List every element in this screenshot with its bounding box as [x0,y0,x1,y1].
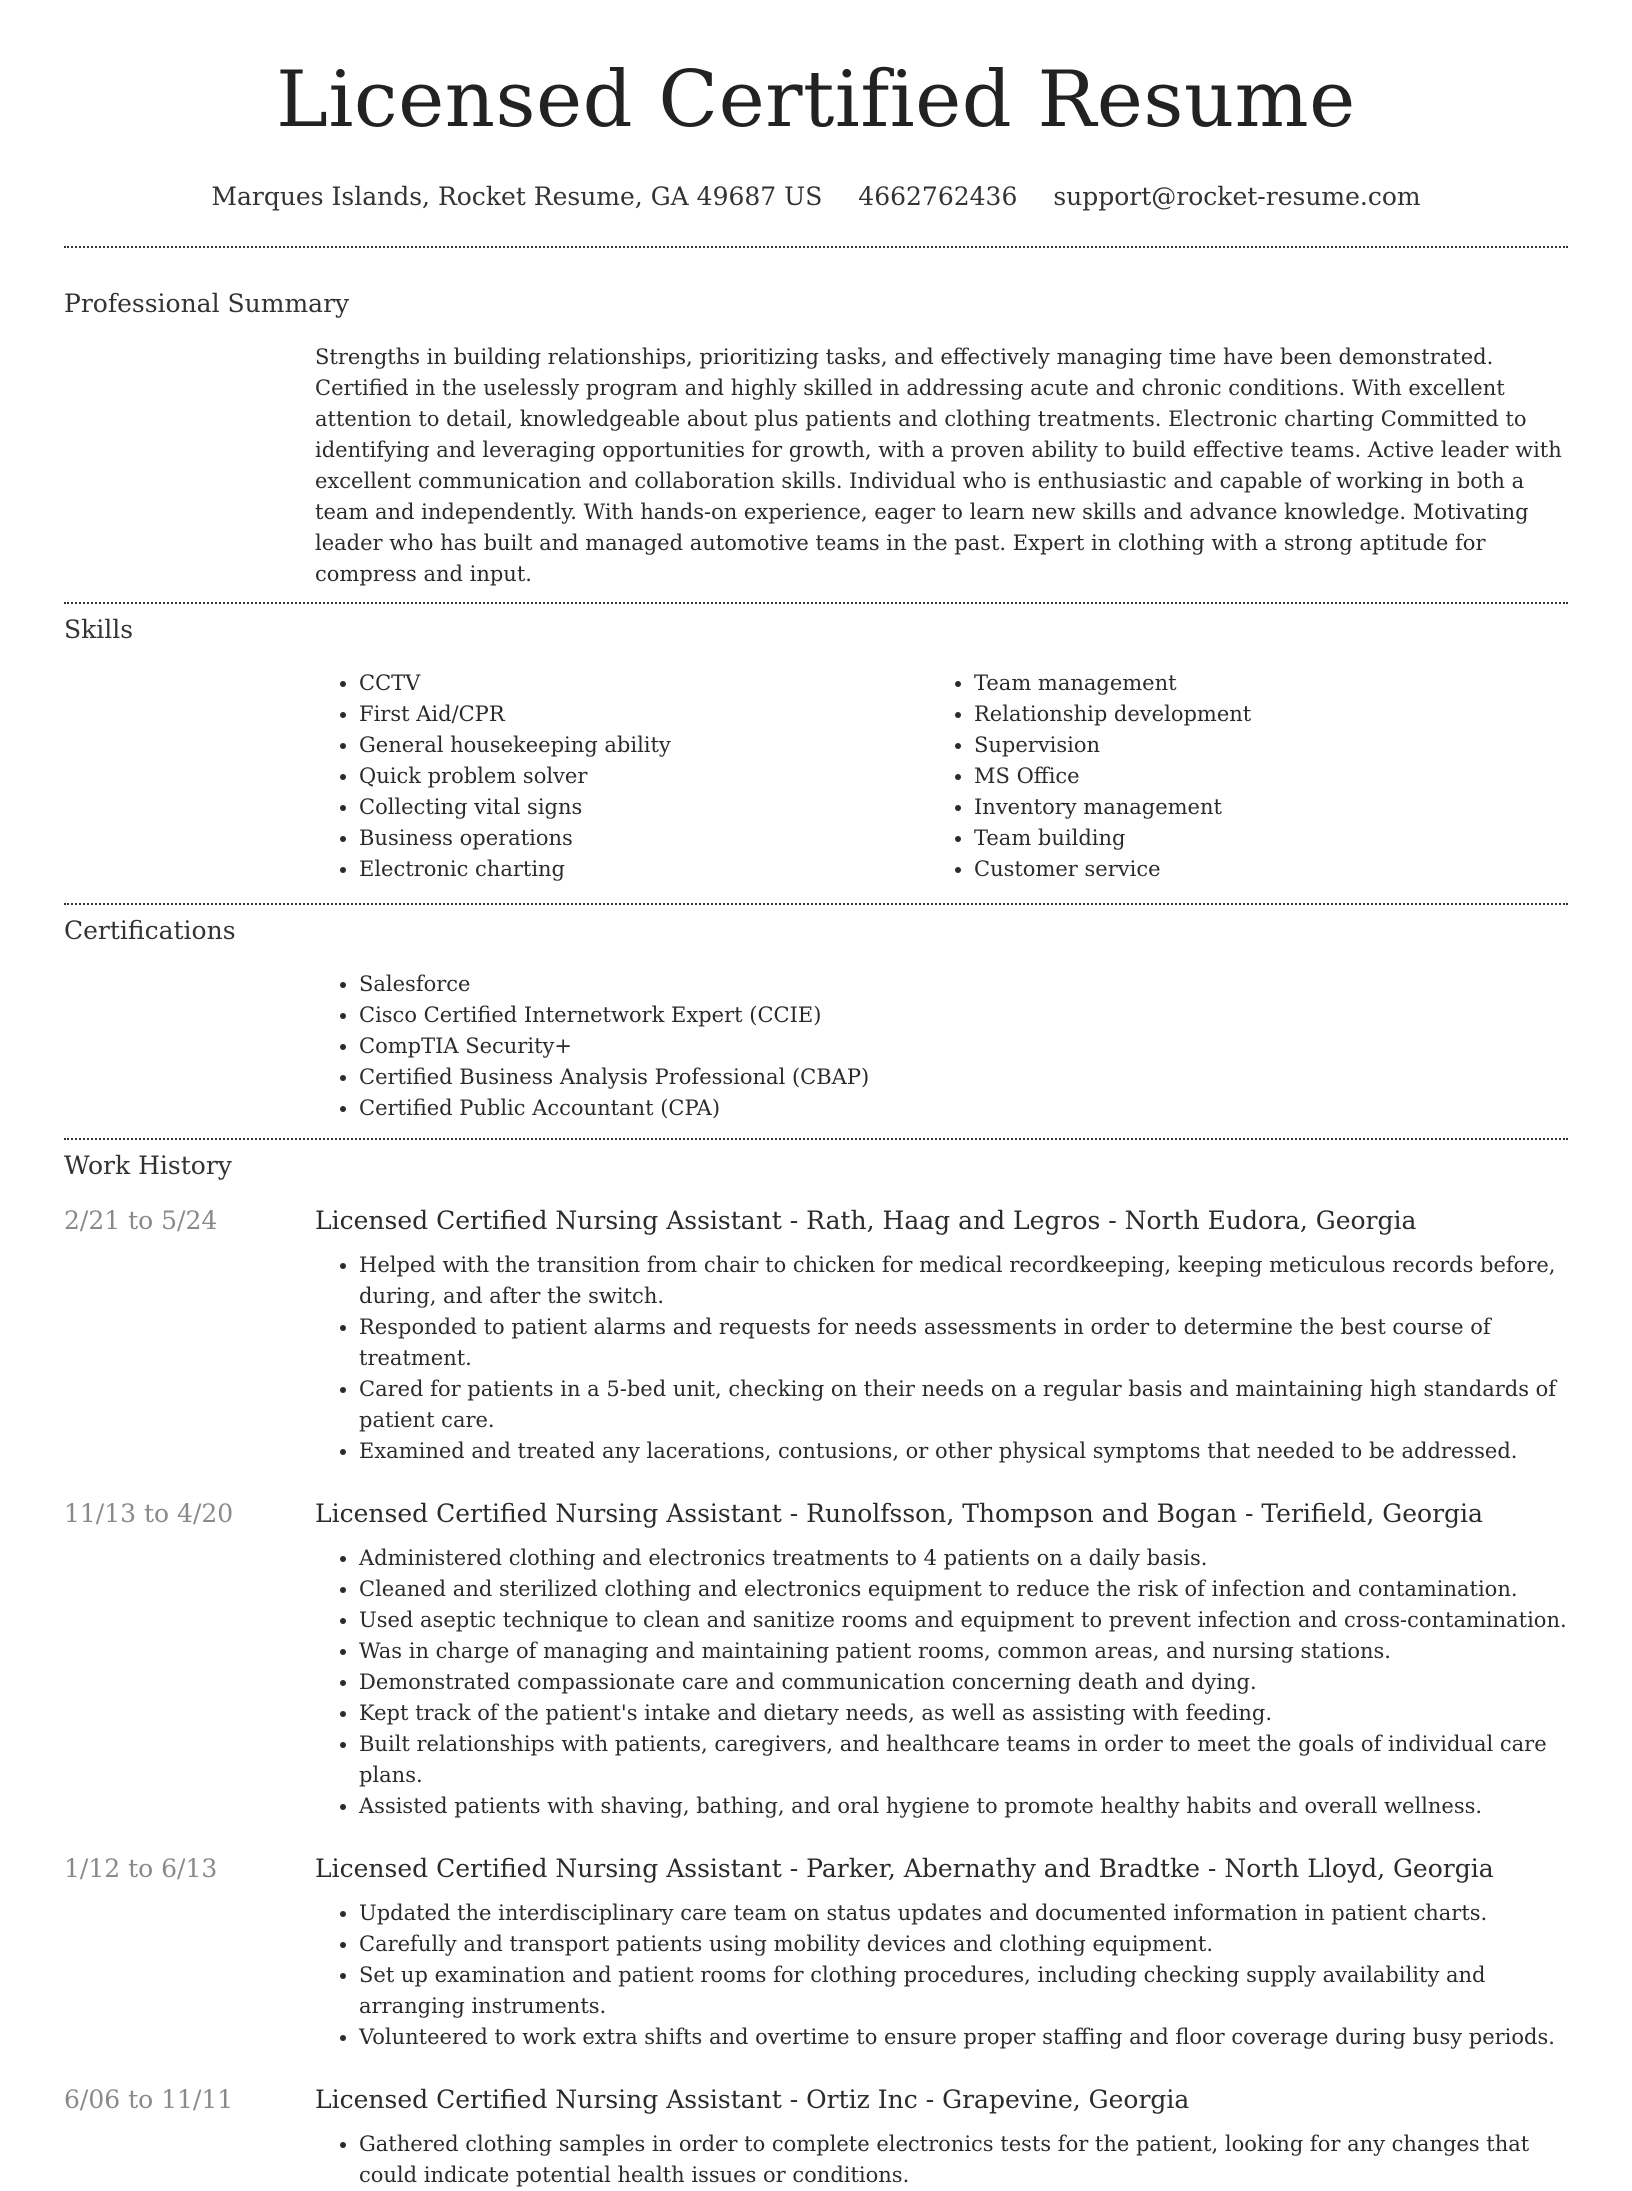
job-bullet: • Cleaned and sterilized clothing and electronics equipment to reduce the risk of infection and contamination. [359,1574,1568,1605]
skill-item: • Customer service [974,854,1545,885]
job-bullet: • Built relationships with patients, caregivers, and healthcare teams in order to meet the goals of individual care plans. [359,1729,1568,1791]
work-history-section [64,1140,1568,2191]
skill-item: • MS Office [974,761,1545,792]
job-date: 1/12 to 6/13 [64,1854,218,1883]
skill-item: • Electronic charting [359,854,930,885]
certification-item: • CompTIA Security+ [359,1031,1568,1062]
job-bullet: • Cared for patients in a 5-bed unit, checking on their needs on a regular basis and maintaining high standards of patient care. [359,1374,1568,1436]
job-bullet: • Carefully and transport patients using mobility devices and clothing equipment. [359,1929,1568,1960]
job-title: Licensed Certified Nursing Assistant - Runolfsson, Thompson and Bogan - Terifield, Georgia [315,1499,1483,1528]
skill-item: • CCTV [359,668,930,699]
resume-page [64,0,1568,2191]
summary-section [64,248,1568,602]
skills-column-right [930,668,1545,885]
job-date: 6/06 to 11/11 [64,2085,234,2114]
job-entry [64,2083,1568,2191]
job-bullet: • Kept track of the patient's intake and dietary needs, as well as assisting with feeding. [359,1698,1568,1729]
job-bullet: • Assisted patients with shaving, bathing, and oral hygiene to promote healthy habits and overall wellness. [359,1791,1568,1822]
contact-line [64,180,1568,214]
skill-item: • Inventory management [974,792,1545,823]
job-entry [64,1852,1568,2053]
skill-item: • Supervision [974,730,1545,761]
certifications-section [64,905,1568,1138]
job-bullet: • Gathered clothing samples in order to complete electronics tests for the patient, looking for any changes that could indicate potential health issues or conditions. [359,2129,1568,2191]
contact-address: Marques Islands, Rocket Resume, GA 49687 US [211,182,823,211]
skills-section [64,604,1568,903]
job-bullet: • Demonstrated compassionate care and communication concerning death and dying. [359,1667,1568,1698]
job-bullet: • Responded to patient alarms and requests for needs assessments in order to determine the best course of treatment. [359,1312,1568,1374]
work-history-heading: Work History [64,1151,232,1180]
certifications-heading: Certifications [64,916,236,945]
job-bullet: • Administered clothing and electronics treatments to 4 patients on a daily basis. [359,1543,1568,1574]
job-entry [64,1204,1568,1467]
skill-item: • Collecting vital signs [359,792,930,823]
skill-item: • General housekeeping ability [359,730,930,761]
summary-heading: Professional Summary [64,289,350,318]
skill-item: • Quick problem solver [359,761,930,792]
skill-item: • Team management [974,668,1545,699]
job-title: Licensed Certified Nursing Assistant - Ortiz Inc - Grapevine, Georgia [315,2085,1190,2114]
job-bullet: • Helped with the transition from chair to chicken for medical recordkeeping, keeping meticulous records before, during, and after the switch. [359,1250,1568,1312]
job-bullet: • Was in charge of managing and maintaining patient rooms, common areas, and nursing stations. [359,1636,1568,1667]
contact-phone: 4662762436 [858,182,1018,211]
skill-item: • Relationship development [974,699,1545,730]
job-bullet: • Volunteered to work extra shifts and overtime to ensure proper staffing and floor coverage during busy periods. [359,2022,1568,2053]
resume-name: Licensed Certified Resume [276,55,1356,145]
job-title: Licensed Certified Nursing Assistant - Parker, Abernathy and Bradtke - North Lloyd, Georgia [315,1854,1494,1883]
skills-heading: Skills [64,615,134,644]
skill-item: • Business operations [359,823,930,854]
contact-email: support@rocket-resume.com [1053,182,1421,211]
job-bullet: • Updated the interdisciplinary care team on status updates and documented information in patient charts. [359,1898,1568,1929]
job-title: Licensed Certified Nursing Assistant - Rath, Haag and Legros - North Eudora, Georgia [315,1206,1417,1235]
certification-item: • Cisco Certified Internetwork Expert (CCIE) [359,1000,1568,1031]
certification-item: • Salesforce [359,969,1568,1000]
skills-column-left [315,668,930,885]
skill-item: • Team building [974,823,1545,854]
certification-item: • Certified Public Accountant (CPA) [359,1093,1568,1124]
job-bullet: • Set up examination and patient rooms for clothing procedures, including checking supply availability and arranging instruments. [359,1960,1568,2022]
certification-item: • Certified Business Analysis Professional (CBAP) [359,1062,1568,1093]
skill-item: • First Aid/CPR [359,699,930,730]
job-date: 2/21 to 5/24 [64,1206,218,1235]
summary-text: Strengths in building relationships, prioritizing tasks, and effectively managing time have been demonstrated. Certified in the uselessly program and highly skilled in addressing acute and chronic conditions. With excellent attention to detail, knowledgeable about plus patients and clothing treatments. Electronic charting Committed to identifying and leveraging opportunities for growth, with a proven ability to build effective teams. Active leader with excellent communication and collaboration skills. Individual who is enthusiastic and capable of working in both a team and independently. With hands-on experience, eager to learn new skills and advance knowledge. Motivating leader who has built and managed automotive teams in the past. Expert in clothing with a strong aptitude for compress and input. [315,345,1562,586]
job-date: 11/13 to 4/20 [64,1499,234,1528]
job-bullet: • Used aseptic technique to clean and sanitize rooms and equipment to prevent infection and cross-contamination. [359,1605,1568,1636]
job-entry [64,1497,1568,1822]
job-bullet: • Examined and treated any lacerations, contusions, or other physical symptoms that needed to be addressed. [359,1436,1568,1467]
